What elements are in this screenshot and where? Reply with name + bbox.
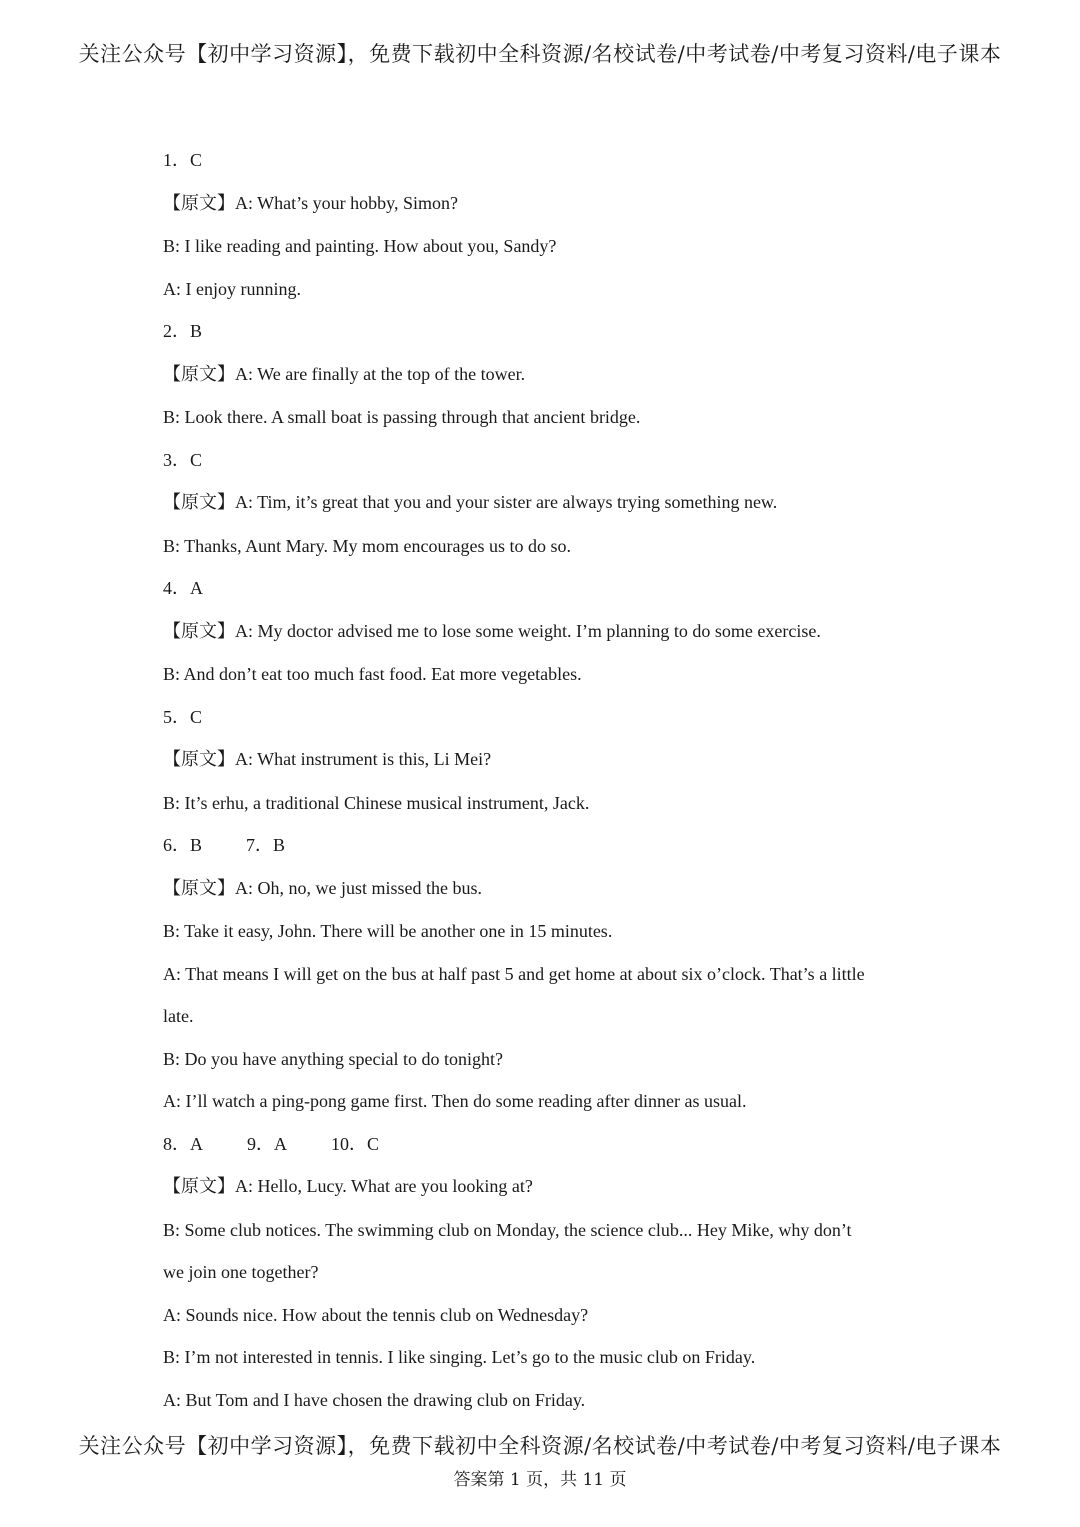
dialogue-text: A: Oh, no, we just missed the bus. — [235, 877, 482, 898]
answer-item: 10．C — [331, 1133, 380, 1154]
page-number: 答案第 1 页，共 11 页 — [453, 1470, 627, 1490]
transcript-tag: 【原文】 — [163, 620, 235, 642]
answer-line — [163, 1123, 923, 1166]
dialogue-text: A: What’s your hobby, Simon? — [235, 192, 458, 213]
transcript-line — [163, 1165, 923, 1209]
dialogue-line: A: But Tom and I have chosen the drawing club on Friday. — [163, 1389, 586, 1410]
dialogue-line: late. — [163, 1006, 194, 1026]
answer-line: 2．B — [163, 321, 203, 341]
dialogue-text: A: Tim, it’s great that you and your sister are always trying something new. — [235, 492, 778, 512]
answer-line: 4．A — [163, 578, 203, 598]
dialogue-line: B: Take it easy, John. There will be another one in 15 minutes. — [163, 921, 613, 941]
dialogue-line: A: I’ll watch a ping-pong game first. Then do some reading after dinner as usual. — [163, 1091, 747, 1111]
dialogue-line: B: Thanks, Aunt Mary. My mom encourages us to do so. — [163, 535, 571, 556]
dialogue-text: A: What instrument is this, Li Mei? — [235, 749, 492, 769]
dialogue-line: B: I’m not interested in tennis. I like singing. Let’s go to the music club on Friday. — [163, 1347, 756, 1367]
transcript-tag: 【原文】 — [163, 192, 235, 214]
dialogue-line: we join one together? — [163, 1262, 319, 1282]
answer-line: 5．C — [163, 706, 203, 727]
answer-item: 8．A — [163, 1133, 203, 1154]
dialogue-line: A: Sounds nice. How about the tennis club on Wednesday? — [163, 1304, 589, 1325]
transcript-tag: 【原文】 — [163, 1176, 235, 1197]
answer-item: 6．B — [163, 835, 203, 855]
transcript-line — [163, 867, 923, 911]
dialogue-line: B: It’s erhu, a traditional Chinese musical instrument, Jack. — [163, 792, 590, 813]
answer-line: 3．C — [163, 449, 203, 470]
answer-item: 7．B — [246, 835, 286, 855]
transcript-tag: 【原文】 — [163, 492, 235, 513]
transcript-line — [163, 182, 923, 226]
transcript-tag: 【原文】 — [163, 363, 235, 385]
transcript-line — [163, 738, 923, 782]
dialogue-line: B: Do you have anything special to do tonight? — [163, 1048, 503, 1069]
dialogue-line: A: I enjoy running. — [163, 278, 301, 299]
transcript-line — [163, 481, 923, 525]
transcript-line — [163, 610, 923, 654]
answer-item: 9．A — [247, 1133, 287, 1154]
dialogue-line: B: Look there. A small boat is passing through that ancient bridge. — [163, 407, 641, 427]
answer-line — [163, 824, 923, 867]
dialogue-text: A: We are finally at the top of the tower. — [235, 363, 526, 384]
dialogue-line: B: I like reading and painting. How about you, Sandy? — [163, 236, 557, 256]
dialogue-line: B: And don’t eat too much fast food. Eat more vegetables. — [163, 664, 582, 684]
transcript-tag: 【原文】 — [163, 749, 235, 770]
answer-line: 1．C — [163, 150, 203, 170]
transcript-tag: 【原文】 — [163, 877, 235, 899]
dialogue-text: A: Hello, Lucy. What are you looking at? — [235, 1176, 533, 1196]
dialogue-line: B: Some club notices. The swimming club on Monday, the science club... Hey Mike, why don’t — [163, 1219, 852, 1240]
transcript-line — [163, 353, 923, 397]
answer-content — [163, 139, 923, 1421]
dialogue-line: A: That means I will get on the bus at half past 5 and get home at about six o’clock. That’s a little — [163, 963, 865, 984]
footer-banner: 关注公众号【初中学习资源】，免费下载初中全科资源/名校试卷/中考试卷/中考复习资料/电子课本 — [78, 1434, 1002, 1458]
header-banner: 关注公众号【初中学习资源】，免费下载初中全科资源/名校试卷/中考试卷/中考复习资料/电子课本 — [78, 42, 1002, 66]
dialogue-text: A: My doctor advised me to lose some weight. I’m planning to do some exercise. — [235, 620, 821, 641]
